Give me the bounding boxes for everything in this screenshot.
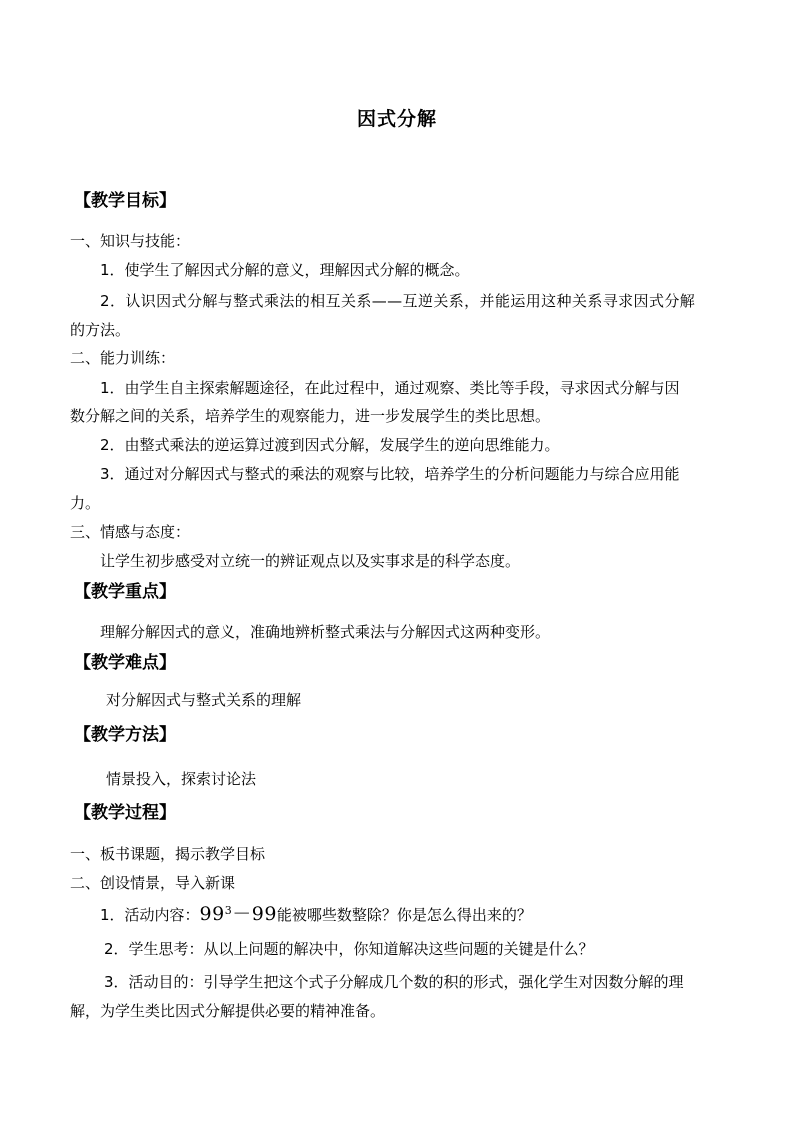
activity-purpose-line2: 解，为学生类比因式分解提供必要的精神准备。: [70, 1002, 386, 1020]
heading-process: 【教学过程】: [74, 803, 176, 823]
ability-item-3-line1: 3．通过对分解因式与整式的乘法的观察与比较，培养学生的分析问题能力与综合应用能: [100, 465, 680, 483]
activity-purpose-line1: 3．活动目的：引导学生把这个式子分解成几个数的积的形式，强化学生对因数分解的理: [104, 973, 684, 991]
student-thinking: 2．学生思考：从以上问题的解决中，你知道解决这些问题的关键是什么？: [104, 940, 594, 958]
activity-content-line: [100, 904, 532, 925]
math-expression: [200, 903, 277, 925]
ability-item-3-line2: 力。: [70, 494, 101, 512]
key-points-text: 理解分解因式的意义，准确地辨析整式乘法与分解因式这两种变形。: [100, 623, 551, 641]
knowledge-item-2-line2: 的方法。: [70, 321, 131, 339]
section-ability-training: 二、能力训练：: [70, 349, 176, 367]
math-base: 99: [199, 903, 225, 925]
process-step-1: 一、板书课题，揭示教学目标: [70, 845, 266, 863]
methods-text: 情景投入，探索讨论法: [106, 770, 257, 788]
knowledge-item-2-line1: 2．认识因式分解与整式乘法的相互关系——互逆关系，并能运用这种关系寻求因式分解: [100, 292, 696, 310]
document-title: 因式分解: [356, 108, 437, 130]
section-knowledge-skills: 一、知识与技能：: [70, 232, 191, 250]
ability-item-1-line2: 数分解之间的关系，培养学生的观察能力，进一步发展学生的类比思想。: [70, 407, 551, 425]
knowledge-item-1: 1．使学生了解因式分解的意义，理解因式分解的概念。: [100, 261, 470, 279]
activity-content-prefix: 1．活动内容：: [100, 906, 200, 924]
math-exponent: 3: [224, 904, 233, 917]
heading-key-points: 【教学重点】: [74, 582, 176, 602]
difficulties-text: 对分解因式与整式关系的理解: [106, 691, 302, 709]
ability-item-1-line1: 1．由学生自主探索解题途径，在此过程中，通过观察、类比等手段，寻求因式分解与因: [100, 379, 680, 397]
activity-content-suffix: 能被哪些数整除？你是怎么得出来的？: [276, 906, 532, 924]
math-minus-term: －99: [232, 903, 277, 925]
emotion-item-1: 让学生初步感受对立统一的辨证观点以及实事求是的科学态度。: [100, 552, 521, 570]
heading-teaching-goals: 【教学目标】: [74, 191, 176, 211]
process-step-2: 二、创设情景，导入新课: [70, 874, 236, 892]
ability-item-2: 2．由整式乘法的逆运算过渡到因式分解，发展学生的逆向思维能力。: [100, 436, 560, 454]
section-emotion-attitude: 三、情感与态度：: [70, 523, 191, 541]
heading-methods: 【教学方法】: [74, 725, 176, 745]
heading-difficulties: 【教学难点】: [74, 653, 176, 673]
